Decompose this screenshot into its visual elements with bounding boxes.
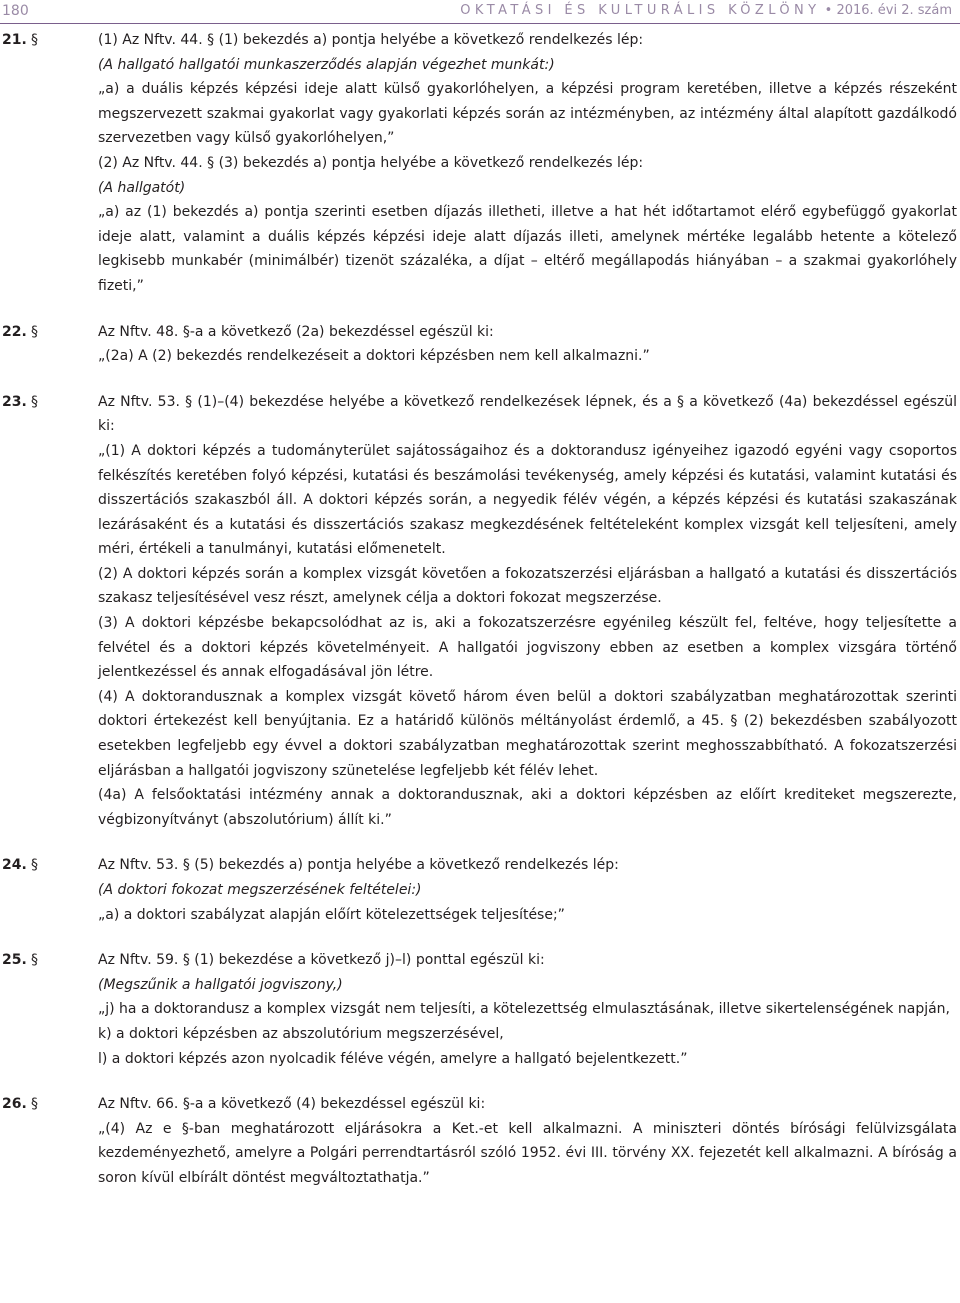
paragraph: (2) A doktori képzés során a komplex vizsgát követően a fokozatszerzési eljárásban a hallgató a kutatási és disszertációs szakasz teljesítésével vesz részt, amelynek célja a doktori fokozat megszerzése. xyxy=(98,565,957,607)
paragraph: (4a) A felsőoktatási intézmény annak a doktorandusznak, aki a doktori képzésben az előírt krediteket megszerezte, végbizonyítványt (abszolutórium) állít ki.” xyxy=(98,787,957,828)
page-number: 180 xyxy=(2,3,29,19)
paragraph: „a) a doktori szabályzat alapján előírt kötelezettségek teljesítése;” xyxy=(98,906,565,923)
paragraph: „j) ha a doktorandusz a komplex vizsgát nem teljesíti, a kötelezettség elmulasztásának, illetve sikertelenségének napján, xyxy=(98,1001,950,1018)
section-number: 24. xyxy=(2,857,27,874)
paragraph: (3) A doktori képzésbe bekapcsolódhat az is, aki a fokozatszerzésre egyénileg készült fel, feltéve, hogy teljesítette a felvétel és a doktori képzés követelményeit. A hallgatói jogviszony ebben az esetben a komplex vizsgára történő jelentkezéssel és annak elfogadásával jön létre. xyxy=(98,615,957,681)
running-head xyxy=(460,3,952,18)
context-line: (Megszűnik a hallgatói jogviszony,) xyxy=(98,976,343,993)
paragraph: Az Nftv. 53. § (1)–(4) bekezdése helyébe a következő rendelkezések lépnek, és a § a következő (4a) bekezdéssel egészül ki: xyxy=(98,393,957,435)
paragraph: Az Nftv. 66. §-a a következő (4) bekezdéssel egészül ki: xyxy=(98,1096,486,1113)
paragraph: Az Nftv. 48. §-a a következő (2a) bekezdéssel egészül ki: xyxy=(98,323,494,340)
issue-label: 2016. évi 2. szám xyxy=(836,3,952,18)
section-number: 22. xyxy=(2,323,27,340)
section xyxy=(0,390,960,833)
section-number: 26. xyxy=(2,1096,27,1113)
section-symbol: § xyxy=(31,952,38,969)
section-gap xyxy=(0,832,960,853)
header-rule xyxy=(0,23,960,24)
paragraph: „(1) A doktori képzés a tudományterület sajátosságaihoz és a doktorandusz igényeihez igazodó egyéni vagy csoportos felkészítés keretében folyó képzési, kutatási és beszámolási tevékenység, amely képzési és kutatási, valamint kutatási és disszertációs szakaszból áll. A doktori képzés során, a negyedik félév végén, a képzés képzési és kutatási szakaszának lezárásaként és a kutatási és disszertációs szakasz megkezdésének feltételeként komplex vizsgát kell teljesíteni, amely méri, értékeli a tanulmányi, kutatási előmenetelt. xyxy=(98,442,957,558)
context-line: (A hallgató hallgatói munkaszerződés alapján végezhet munkát:) xyxy=(98,56,555,73)
section-gap xyxy=(0,927,960,948)
section-symbol: § xyxy=(31,393,38,410)
section-symbol: § xyxy=(31,32,38,48)
context-line: (A hallgatót) xyxy=(98,179,186,196)
section-gap xyxy=(0,299,960,320)
section-gap xyxy=(0,369,960,390)
context-line: (A doktori fokozat megszerzésének feltételei:) xyxy=(98,882,422,898)
paragraph: (4) A doktorandusznak a komplex vizsgát követő három éven belül a doktori szabályzatban meghatározottak szerinti doktori értekezést kell benyújtania. Ez a határidő különös méltányolást érdemlő, a 45. § (2) bekezdésben szabályozott esetekben legfeljebb egy évvel a doktori szabályzatban meghatározottak szerint meghosszabbítható. A fokozatszerzési eljárásban a hallgatói jogviszony szünetelése legfeljebb két félév lehet. xyxy=(98,688,957,779)
header-bullet: • xyxy=(824,3,833,18)
journal-title: OKTATÁSI ÉS KULTURÁLIS KÖZLÖNY xyxy=(460,3,821,18)
section xyxy=(0,853,960,927)
paragraph: l) a doktori képzés azon nyolcadik féléve végén, amelyre a hallgató bejelentkezett.” xyxy=(98,1050,688,1067)
document-body xyxy=(0,28,960,1191)
section-number: 25. xyxy=(2,952,27,969)
paragraph: Az Nftv. 59. § (1) bekezdése a következő j)–l) ponttal egészül ki: xyxy=(98,952,545,969)
paragraph: „a) a duális képzés képzési ideje alatt külső gyakorlóhelyen, a képzési program keretében, illetve a képzés részeként megszervezett szakmai gyakorlat vagy gyakorlati képzés során az intézményben, az intézmény által alapított gazdálkodó szervezetben vagy külső gyakorlóhelyen,” xyxy=(98,81,957,147)
section-gap xyxy=(0,1071,960,1092)
paragraph: k) a doktori képzésben az abszolutórium megszerzésével, xyxy=(98,1025,504,1042)
paragraph: „(2a) A (2) bekezdés rendelkezéseit a doktori képzésben nem kell alkalmazni.” xyxy=(98,348,650,365)
section xyxy=(0,948,960,1071)
section-number: 21. xyxy=(2,32,27,48)
section-symbol: § xyxy=(31,1096,38,1113)
paragraph: (1) Az Nftv. 44. § (1) bekezdés a) pontja helyébe a következő rendelkezés lép: xyxy=(98,32,644,48)
section-number: 23. xyxy=(2,393,27,410)
page-header xyxy=(0,0,960,20)
paragraph: „(4) Az e §-ban meghatározott eljárásokra a Ket.-et kell alkalmazni. A miniszteri döntés bírósági felülvizsgálata kezdeményezhető, amelyre a Polgári perrendtartásról szóló 1952. évi III. törvény XX. fejezetét kell alkalmazni. A bíróság a soron kívül elbírált döntést megváltoztathatja.” xyxy=(98,1120,957,1186)
section-symbol: § xyxy=(31,857,38,874)
section xyxy=(0,320,960,369)
paragraph: „a) az (1) bekezdés a) pontja szerinti esetben díjazás illetheti, illetve a hat hét időtartamot elérő egybefüggő gyakorlat ideje alatt, valamint a duális képzés képzési ideje alatt díjazás illeti, amelynek mértéke legalább hetente a kötelező legkisebb munkabér (minimálbér) tizenöt százaléka, a díjat – eltérő megállapodás hiányában – a szakmai gyakorlóhely fizeti,” xyxy=(98,204,957,294)
paragraph: (2) Az Nftv. 44. § (3) bekezdés a) pontja helyébe a következő rendelkezés lép: xyxy=(98,154,644,171)
section xyxy=(0,28,960,299)
section xyxy=(0,1092,960,1190)
section-symbol: § xyxy=(31,323,38,340)
paragraph: Az Nftv. 53. § (5) bekezdés a) pontja helyébe a következő rendelkezés lép: xyxy=(98,857,619,874)
